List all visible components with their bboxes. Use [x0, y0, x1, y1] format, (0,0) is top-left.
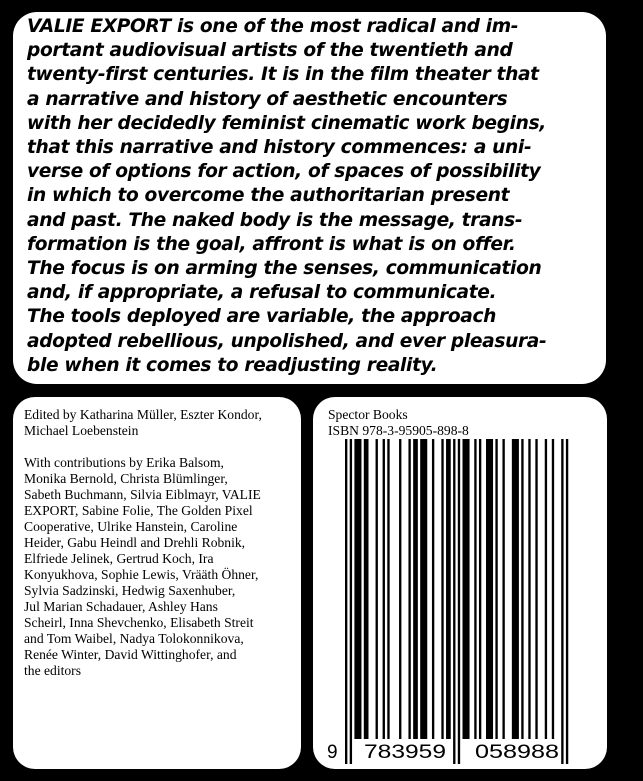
blurb-line: and, if appropriate, a refusal to communicate.	[27, 282, 497, 304]
barcode-bar	[502, 439, 504, 739]
blurb-line: and past. The naked body is the message, trans-	[27, 209, 523, 231]
blurb-line: VALIE EXPORT is one of the most radical and im-	[27, 16, 519, 37]
barcode-guard-bar	[453, 439, 455, 764]
barcode-bar	[432, 439, 434, 739]
credit-line: Michael Loebenstein	[24, 423, 139, 438]
blurb-line: The tools deployed are variable, the approach	[27, 306, 497, 328]
barcode-bar	[528, 439, 530, 739]
credit-line: Sabeth Buchmann, Silvia Eiblmayr, VALIE	[24, 487, 261, 502]
barcode-bar	[486, 439, 493, 739]
blurb-line: portant audiovisual artists of the twentieth and	[27, 40, 513, 62]
barcode-bar	[399, 439, 401, 739]
credit-line: Renée Winter, David Wittinghofer, and	[24, 647, 237, 662]
credit-line: Monika Bernold, Christa Blümlinger,	[24, 471, 228, 486]
barcode	[313, 397, 607, 769]
blurb-line: formation is the goal, affront is what is on offer.	[27, 233, 516, 255]
barcode-first-digit: 9	[327, 742, 338, 763]
credit-line: and Tom Waibel, Nadya Tolokonnikova,	[24, 631, 244, 646]
editors-credit	[24, 407, 293, 439]
blurb-line: The focus is on arming the senses, communication	[27, 258, 542, 280]
barcode-guard-bar	[458, 439, 460, 764]
barcode-bar	[446, 439, 451, 739]
credit-line: Edited by Katharina Müller, Eszter Kondor,	[24, 407, 262, 422]
blurb-line: a narrative and history of aesthetic encounters	[27, 88, 508, 110]
barcode-bar	[364, 439, 369, 739]
barcode-bar	[474, 439, 476, 739]
contributors-credit	[24, 455, 293, 679]
barcode-bar	[383, 439, 385, 739]
barcode-bar	[479, 439, 481, 739]
credit-line: Konyukhova, Sophie Lewis, Vrääth Öhner,	[24, 567, 259, 582]
barcode-bars	[345, 439, 568, 764]
credit-line: Heider, Gabu Heindl and Drehli Robnik,	[24, 535, 246, 550]
barcode-bar	[413, 439, 418, 739]
barcode-bar	[545, 439, 547, 739]
blurb-line: ble when it comes to readjusting reality.	[27, 354, 438, 376]
blurb-line: verse of options for action, of spaces of possibility	[27, 161, 541, 183]
credit-line: Sylvia Sadzinski, Hedwig Saxenhuber,	[24, 583, 236, 598]
blurb-line: that this narrative and history commences: a uni-	[27, 137, 532, 159]
credit-line: the editors	[24, 663, 82, 678]
barcode-bar	[552, 439, 554, 739]
barcode-guard-bar	[566, 439, 568, 764]
barcode-bar	[354, 439, 361, 739]
back-cover-blurb-panel	[13, 12, 606, 384]
barcode-bar	[441, 439, 443, 739]
publisher-name: Spector Books	[328, 407, 408, 422]
blurb-line: twenty-first centuries. It is in the film theater that	[27, 64, 539, 86]
barcode-guard-bar	[561, 439, 563, 764]
barcode-panel	[313, 397, 607, 769]
barcode-bar	[512, 439, 519, 739]
blurb-line: adopted rebellious, unpolished, and ever pleasura-	[27, 330, 547, 352]
blurb-line: in which to overcome the authoritarian present	[27, 185, 510, 207]
barcode-bar	[535, 439, 537, 739]
credit-line: Elfriede Jelinek, Gertrud Koch, Ira	[24, 551, 214, 566]
barcode-bar	[408, 439, 410, 739]
barcode-bar	[376, 439, 378, 739]
barcode-guard-bar	[350, 439, 352, 764]
credit-line: EXPORT, Sabine Folie, The Golden Pixel	[24, 503, 253, 518]
barcode-bar	[420, 439, 427, 739]
isbn-number: ISBN 978-3-95905-898-8	[328, 423, 469, 438]
barcode-guard-bar	[345, 439, 347, 764]
barcode-bar	[463, 439, 470, 739]
barcode-bar	[387, 439, 389, 739]
credit-line: Scheirl, Inna Shevchenko, Elisabeth Streit	[24, 615, 254, 630]
credits-panel	[13, 397, 301, 769]
credit-line: Jul Marian Schadauer, Ashley Hans	[24, 599, 218, 614]
credit-line: Cooperative, Ulrike Hanstein, Caroline	[24, 519, 238, 534]
blurb-text	[27, 15, 596, 378]
barcode-left-digits: 783959	[364, 742, 446, 763]
barcode-bar	[521, 439, 523, 739]
barcode-right-digits: 058988	[475, 742, 559, 763]
credit-line: With contributions by Erika Balsom,	[24, 455, 224, 470]
barcode-bar	[495, 439, 497, 739]
blurb-line: with her decidedly feminist cinematic work begins,	[27, 112, 546, 134]
